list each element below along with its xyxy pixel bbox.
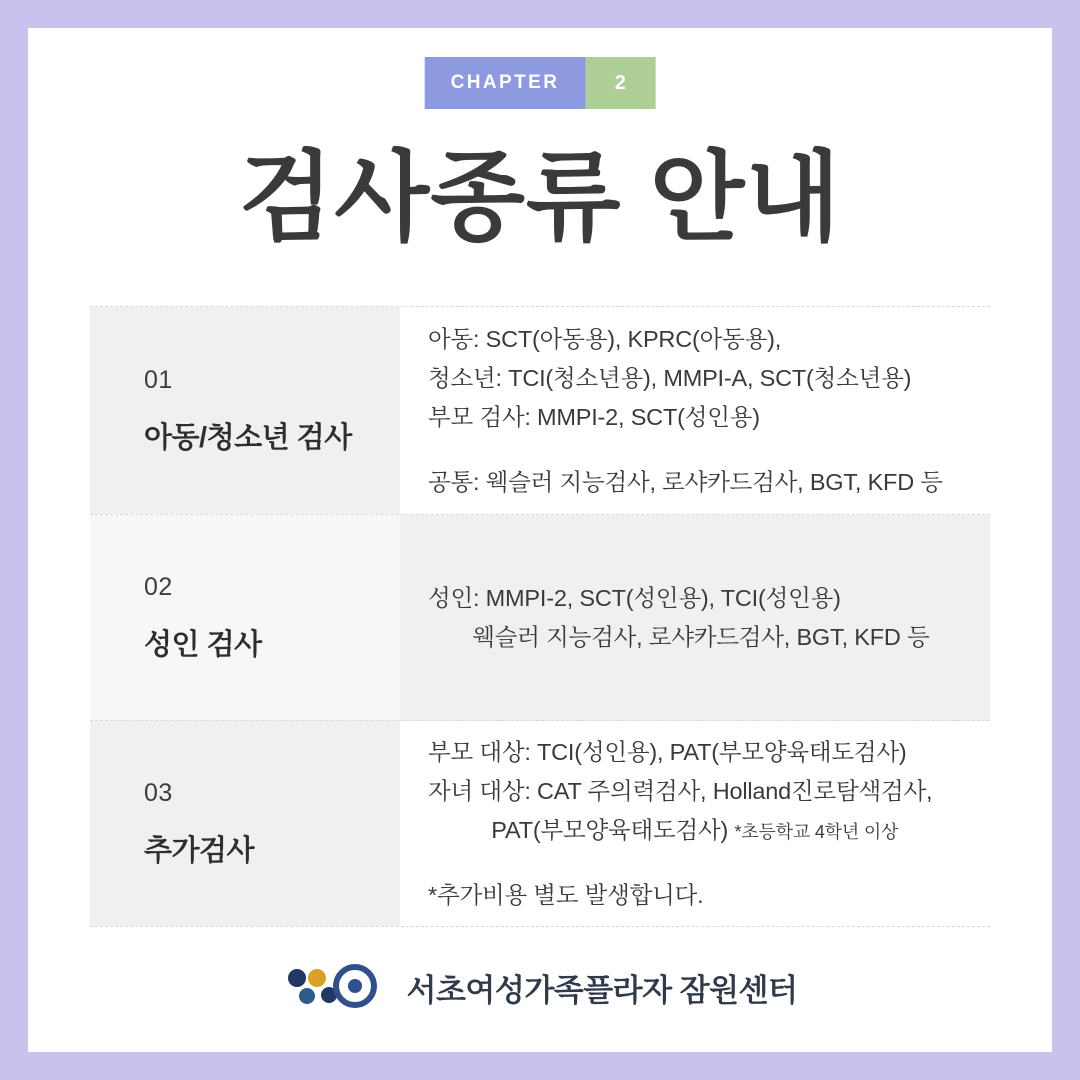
row-note: 공통: 웩슬러 지능검사, 로샤카드검사, BGT, KFD 등 xyxy=(428,468,943,495)
table-row xyxy=(90,721,990,927)
row-category: 아동/청소년 검사 xyxy=(144,421,352,454)
table-row xyxy=(90,307,990,515)
row-line-footnote: *초등학교 4학년 이상 xyxy=(734,821,899,842)
row-line-text: PAT(부모양육태도검사) xyxy=(428,816,735,843)
chapter-number: 2 xyxy=(585,57,655,109)
test-types-table xyxy=(90,306,990,927)
row-content-cell xyxy=(400,307,990,514)
row-line: 부모 대상: TCI(성인용), PAT(부모양육태도검사) xyxy=(428,738,907,765)
poster-card xyxy=(28,28,1052,1052)
row-category: 추가검사 xyxy=(144,834,255,867)
row-label-cell xyxy=(90,307,400,514)
page-title: 검사종류 안내 xyxy=(238,142,842,252)
row-line: 부모 검사: MMPI-2, SCT(성인용) xyxy=(428,403,760,430)
row-line: 웩슬러 지능검사, 로샤카드검사, BGT, KFD 등 xyxy=(428,623,930,650)
row-line: 아동: SCT(아동용), KPRC(아동용), xyxy=(428,325,782,352)
chapter-badge xyxy=(425,57,656,109)
row-label-cell xyxy=(90,515,400,720)
row-number: 01 xyxy=(144,365,173,394)
row-number: 02 xyxy=(144,572,173,601)
row-label-cell xyxy=(90,721,400,926)
row-content-cell xyxy=(400,721,990,926)
row-category: 성인 검사 xyxy=(144,628,262,661)
row-line: 성인: MMPI-2, SCT(성인용), TCI(성인용) xyxy=(428,584,841,611)
table-row xyxy=(90,515,990,721)
row-line: 자녀 대상: CAT 주의력검사, Holland진로탐색검사, xyxy=(428,777,933,804)
row-line-with-note xyxy=(428,811,968,850)
footer xyxy=(28,964,1052,1010)
row-line: 청소년: TCI(청소년용), MMPI-A, SCT(청소년용) xyxy=(428,364,912,391)
row-number: 03 xyxy=(144,778,173,807)
center-logo-icon xyxy=(283,964,393,1010)
chapter-label: CHAPTER xyxy=(425,57,586,109)
row-note: *추가비용 별도 발생합니다. xyxy=(428,881,704,908)
row-content-cell xyxy=(400,515,990,720)
footer-title: 서초여성가족플라자 잠원센터 xyxy=(406,972,798,1008)
